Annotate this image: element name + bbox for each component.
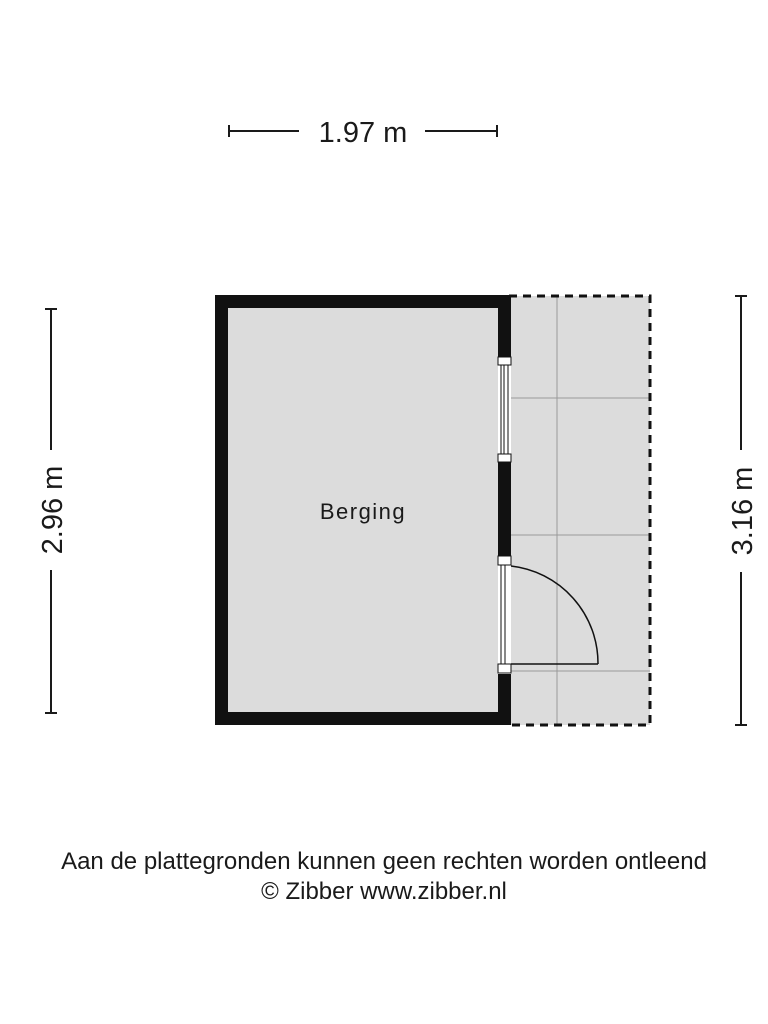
dimension-height-right xyxy=(727,296,759,725)
dimension-height-left-label: 2.96 m xyxy=(37,465,69,555)
outdoor-tiled-area xyxy=(509,296,650,725)
disclaimer-text: Aan de plattegronden kunnen geen rechten worden ontleend xyxy=(61,848,707,875)
dimension-height-left xyxy=(37,309,69,713)
window xyxy=(498,357,511,462)
copyright-text: © Zibber www.zibber.nl xyxy=(261,878,507,905)
dimension-width-top xyxy=(229,117,497,149)
room-label: Berging xyxy=(319,499,407,524)
dimension-width-label: 1.97 m xyxy=(318,117,408,149)
dimension-height-right-label: 3.16 m xyxy=(727,466,759,556)
